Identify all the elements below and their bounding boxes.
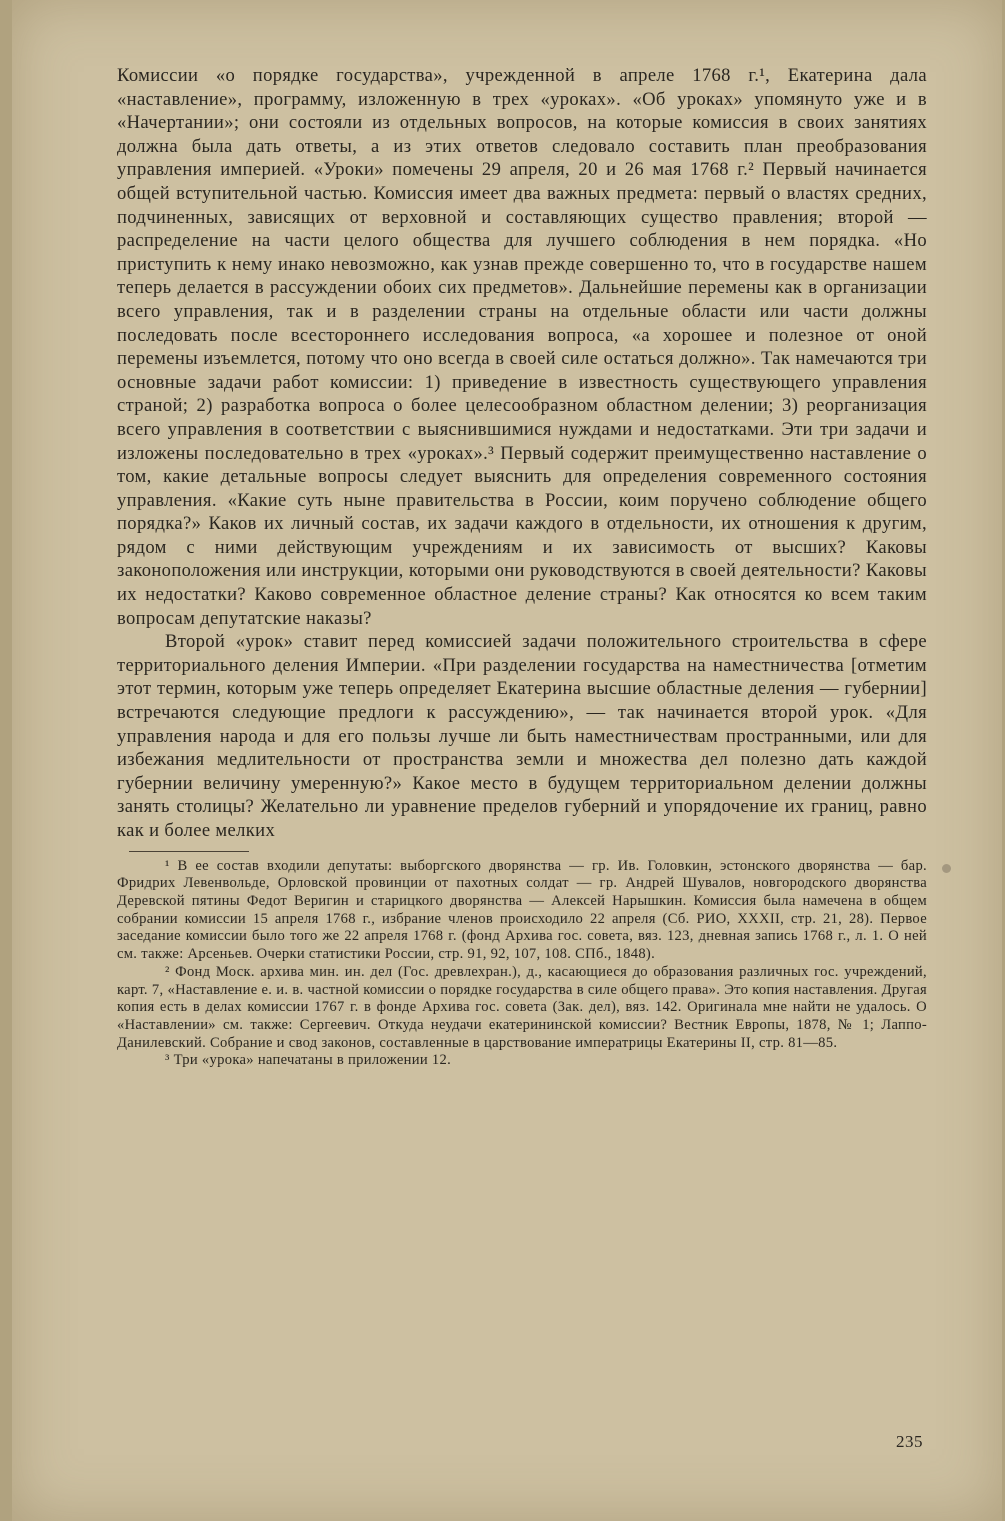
footnote-2: ² Фонд Моск. архива мин. ин. дел (Гос. древлехран.), д., касающиеся до образования различных гос. учреждений, карт. 7, «Наставление е. и. в. частной комиссии о порядке государства в силе общего права». Это копия наставления. Другая копия есть в делах комиссии 1767 г. в фонде Архива гос. совета (Зак. дел), вяз. 142. Оригинала мне найти не удалось. О «Наставлении» см. также: Сергеевич. Откуда неудачи екатерининской комиссии? Вестник Европы, 1878, № 1; Лаппо-Данилевский. Собрание и свод законов, составленные в царствование императрицы Екатерины II, стр. 81—85. bbox=[117, 963, 927, 1051]
footnote-3: ³ Три «урока» напечатаны в приложении 12. bbox=[165, 1052, 452, 1069]
footnote-divider bbox=[129, 851, 249, 852]
footnote-1: ¹ В ее состав входили депутаты: выборгского дворянства — гр. Ив. Головкин, эстонского дворянства — бар. Фридрих Левенвольде, Орловской провинции от пахотных солдат — гр. Андрей Шувалов, новгородского дворянства Деревской пятины Федот Веригин и старицкого дворянства — Алексей Нарышкин. Комиссия была намечена в общем собрании комиссии 15 апреля 1768 г., избрание членов происходило 22 апреля (Сб. РИО, XXXII, стр. 21, 28). Первое заседание комиссии было того же 22 апреля 1768 г. (фонд Архива гос. совета, вяз. 123, дневная запись 1768 г., л. 1. О ней см. также: Арсеньев. Очерки статистики России, стр. 91, 92, 107, 108. СПб., 1848). bbox=[117, 857, 927, 963]
paragraph-1: Комиссии «о порядке государства», учрежденной в апреле 1768 г.¹, Екатерина дала «наставление», программу, изложенную в трех «уроках». «Об уроках» упомянуто уже и в «Начертании»; они состояли из отдельных вопросов, на которые комиссия в своих занятиях должна была дать ответы, а из этих ответов следовало составить план преобразования управления империей. «Уроки» помечены 29 апреля, 20 и 26 мая 1768 г.² Первый начинается общей вступительной частью. Комиссия имеет два важных предмета: первый о властях средних, подчиненных, зависящих от верховной и составляющих существо правления; второй — распределение на части целого общества для лучшего соблюдения в нем порядка. «Но приступить к нему инако невозможно, как узнав прежде совершенно то, что в государстве нашем теперь делается в рассуждении обоих сих предметов». Дальнейшие перемены как в организации всего управления, так и в разделении страны на отдельные области или части должны последовать после всестороннего исследования вопроса, «а хорошее и полезное от оной перемены изъемлется, потому что оно всегда в своей силе остаться должно». Так намечаются три основные задачи работ комиссии: 1) приведение в известность существующего управления страной; 2) разработка вопроса о более целесообразном областном делении; 3) реорганизация всего управления в соответствии с выяснившимися нуждами и недостатками. Эти три задачи и изложены последовательно в трех «уроках».³ Первый содержит преимущественно наставление о том, какие детальные вопросы следует выяснить для определения современного состояния управления. «Какие суть ныне правительства в России, коим поручено соблюдение общего порядка?» Каков их личный состав, их задачи каждого в отдельности, их отношения к другим, рядом с ними действующим учреждениям и их зависимость от высших? Каковы законоположения или инструкции, которыми они руководствуются в своей деятельности? Каковы их недостатки? Каково современное областное деление страны? Как относятся ко всем таким вопросам депутатские наказы? bbox=[117, 65, 927, 629]
paragraph-2: Второй «урок» ставит перед комиссией задачи положительного строительства в сфере территориального деления Империи. «При разделении государства на наместничества [отметим этот термин, которым уже теперь определяет Екатерина высшие областные деления — губернии] встречаются следующие предлоги к рассуждению», — так начинается второй урок. «Для управления народа и для его пользы лучше ли быть наместничествам пространными, или для избежания медлительности от пространства земли и множества дел полезно дать каждой губернии величину умеренную?» Какое место в будущем территориальном делении должны занять столицы? Желательно ли уравнение пределов губерний и упорядочение их границ, равно как и более мелких bbox=[117, 631, 927, 841]
page-number: 235 bbox=[896, 1432, 923, 1451]
page-text bbox=[117, 64, 927, 1070]
book-page bbox=[12, 0, 1002, 1521]
paper-stain bbox=[942, 864, 951, 873]
